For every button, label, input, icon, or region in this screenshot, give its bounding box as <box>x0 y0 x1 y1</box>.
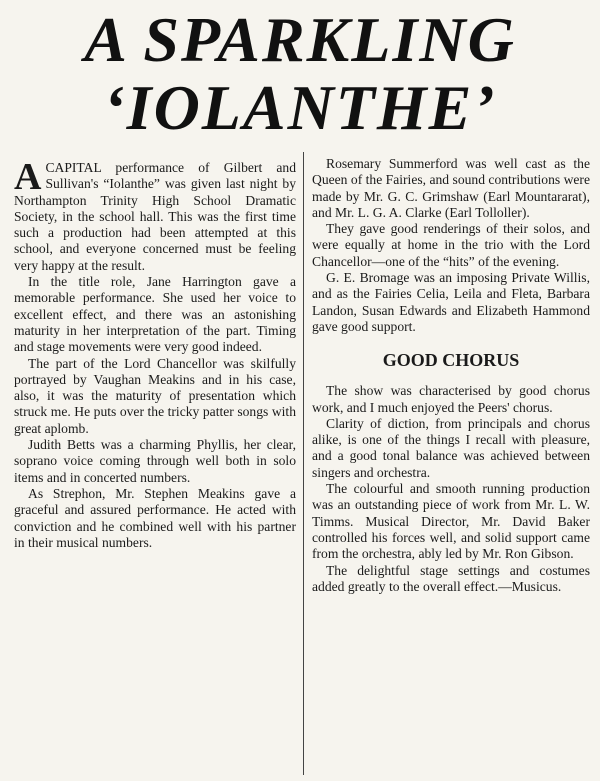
paragraph: The show was characterised by good chorus work, and I much enjoyed the Peers' chorus. <box>312 383 590 415</box>
left-column <box>14 156 296 551</box>
drop-cap: A <box>14 156 42 198</box>
paragraph: They gave good renderings of their solos, and were equally at home in the trio with the Lord Chancellor—one of the “hits” of the evening. <box>312 221 590 269</box>
paragraph: Judith Betts was a charming Phyllis, her clear, soprano voice coming through well both in solo items and in concerted numbers. <box>14 437 296 485</box>
right-column <box>312 156 590 595</box>
paragraph: The delightful stage settings and costumes added greatly to the overall effect.—Musicus. <box>312 562 590 594</box>
paragraph: The colourful and smooth running production was an outstanding piece of work from Mr. L. W. Timms. Musical Director, Mr. David Baker controlled his forces well, and solid support came from the orchestra, ably led by Mr. Ron Gibson. <box>312 481 590 562</box>
headline-line-2: ‘IOLANTHE’ <box>103 72 497 143</box>
paragraph: The part of the Lord Chancellor was skilfully portrayed by Vaughan Meakins and in his case, also, it was the maturity of presentation which struck me. He puts over the tricky patter songs with great aplomb. <box>14 355 296 436</box>
headline-line-1: A SPARKLING <box>84 4 516 75</box>
paragraph: In the title role, Jane Harrington gave a memorable performance. She used her voice to excellent effect, and there was an astonishing maturity in her interpretation of the part. Timing and stage movements were very good indeed. <box>14 274 296 355</box>
column-divider <box>303 152 304 775</box>
paragraph <box>14 156 296 274</box>
paragraph-text: CAPITAL performance of Gilbert and Sullivan's “Iolanthe” was given last night by Northampton Trinity High School Dramatic Society, in the school hall. This was the first time such a production had been attempted at this school, and everyone concerned must be feeling very happy at the result. <box>14 160 296 273</box>
paragraph: Clarity of diction, from principals and chorus alike, is one of the things I recall with pleasure, and a good tonal balance was achieved between singers and orchestra. <box>312 415 590 480</box>
paragraph: Rosemary Summerford was well cast as the Queen of the Fairies, and sound contributions were made by Mr. G. C. Grimshaw (Earl Mountararat), and Mr. L. G. A. Clarke (Earl Tolloller). <box>312 156 590 220</box>
paragraph: As Strephon, Mr. Stephen Meakins gave a graceful and assured performance. He acted with conviction and he combined well with his partner in their musical numbers. <box>14 485 296 550</box>
paragraph: G. E. Bromage was an imposing Private Willis, and as the Fairies Celia, Leila and Fleta, Barbara Landon, Susan Edwards and Elizabeth Hammond gave good support. <box>312 270 590 334</box>
section-subhead: GOOD CHORUS <box>382 350 520 371</box>
